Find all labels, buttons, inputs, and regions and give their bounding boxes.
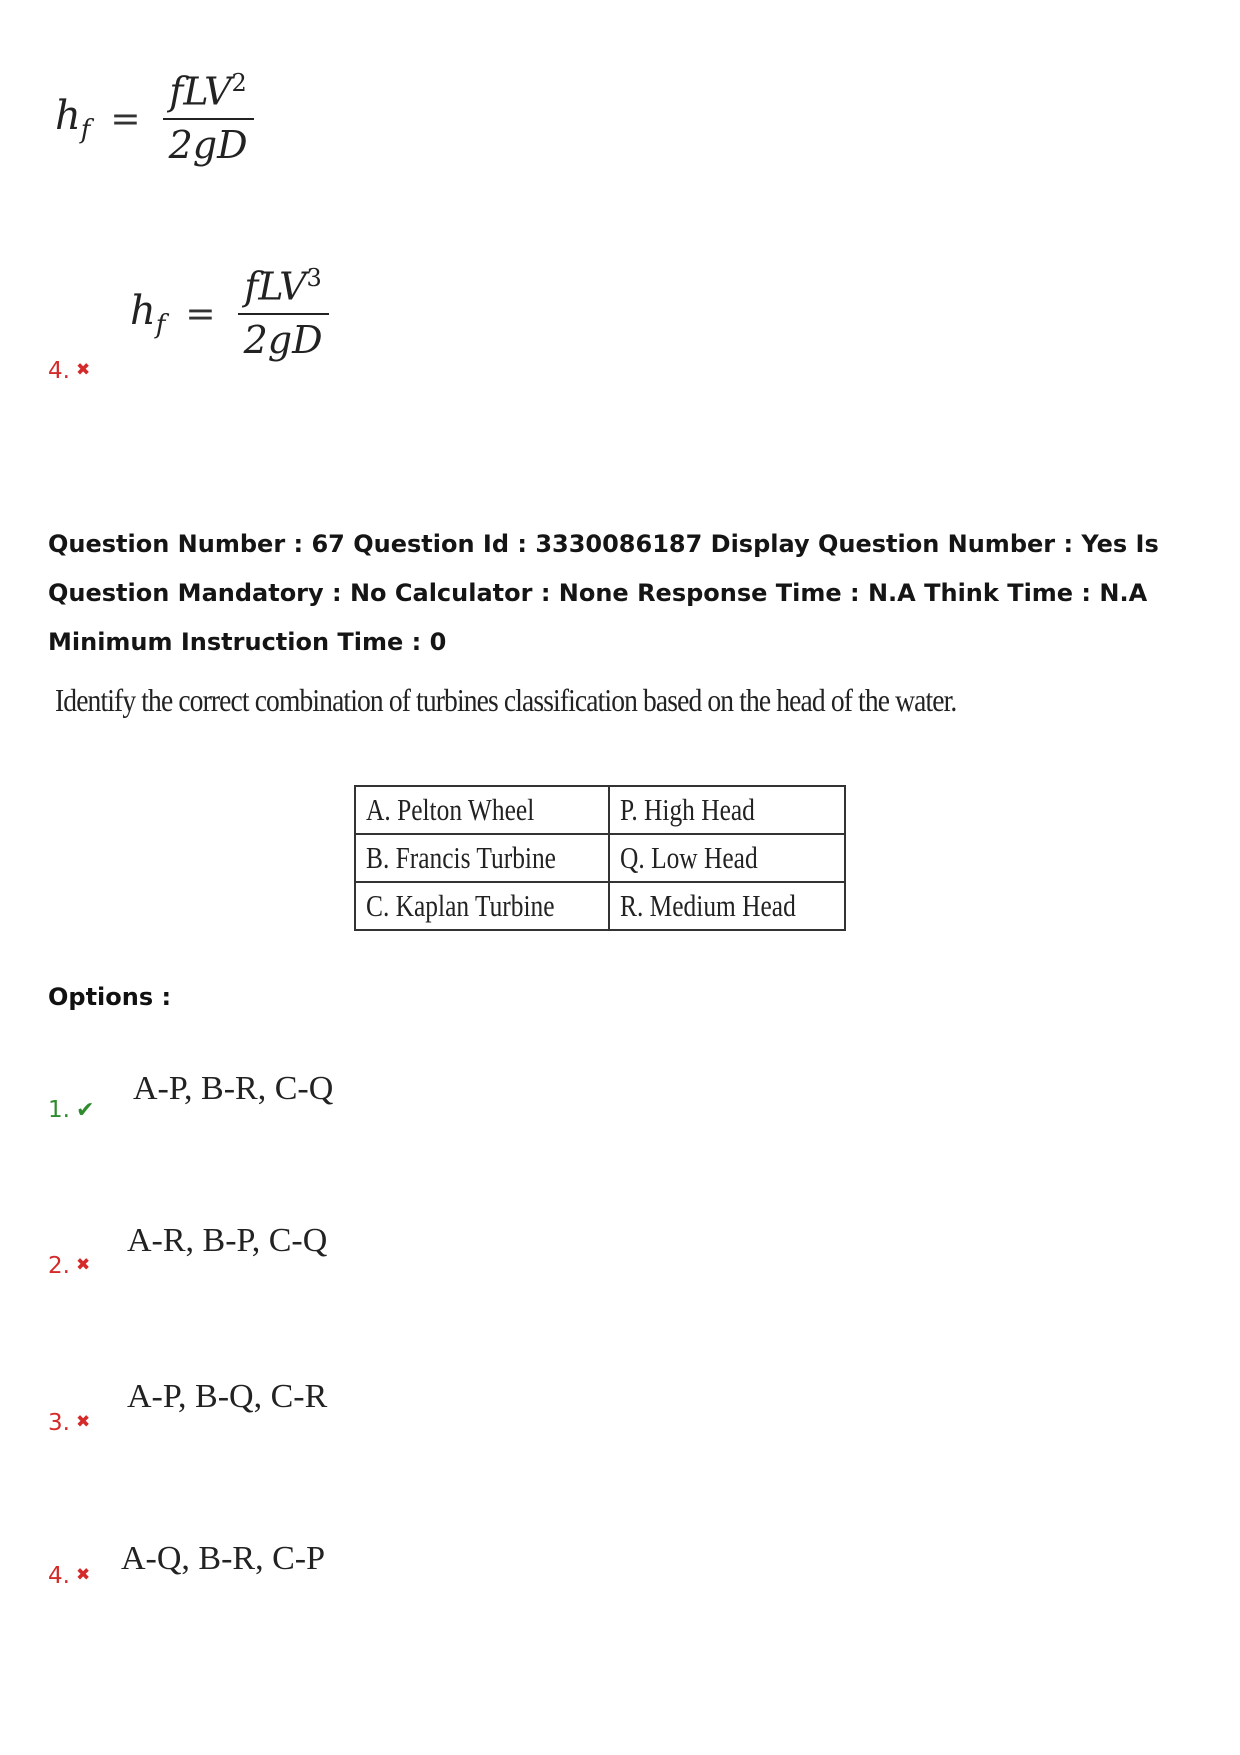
table-row bbox=[355, 786, 845, 834]
option-number: 4. bbox=[48, 1563, 70, 1589]
table-row bbox=[355, 882, 845, 930]
formula-denominator: 2gD bbox=[243, 318, 323, 363]
cross-icon: ✖ bbox=[75, 1565, 91, 1585]
cross-icon: ✖ bbox=[75, 360, 91, 380]
option-4-marker bbox=[48, 1563, 90, 1589]
cross-icon: ✖ bbox=[75, 1412, 91, 1432]
formula-equals: = bbox=[110, 98, 141, 140]
options-label: Options : bbox=[48, 983, 172, 1011]
formula-numerator: fLV$^3$ bbox=[244, 264, 322, 309]
table-cell: P. High Head bbox=[609, 786, 845, 834]
option-1-marker bbox=[48, 1097, 94, 1123]
formula-lhs: $h_f$ bbox=[55, 93, 91, 146]
option-3-text: A-P, B-Q, C-R bbox=[127, 1378, 328, 1415]
option-number: 1. bbox=[48, 1097, 70, 1123]
formula-fraction bbox=[238, 265, 329, 363]
fraction-bar bbox=[238, 313, 329, 315]
option-number: 4. bbox=[48, 358, 70, 384]
table-cell: C. Kaplan Turbine bbox=[355, 882, 609, 930]
formula-lhs: $h_f$ bbox=[130, 288, 166, 341]
formula-denominator: 2gD bbox=[168, 123, 248, 168]
table-cell: R. Medium Head bbox=[609, 882, 845, 930]
option-1-text: A-P, B-R, C-Q bbox=[133, 1070, 334, 1107]
formula-fraction bbox=[163, 70, 254, 168]
formula-equals: = bbox=[185, 293, 216, 335]
option-2-text: A-R, B-P, C-Q bbox=[127, 1222, 328, 1259]
option-3-marker bbox=[48, 1410, 90, 1436]
option-2-marker bbox=[48, 1253, 90, 1279]
table-row bbox=[355, 834, 845, 882]
option-number: 2. bbox=[48, 1253, 70, 1279]
option-number: 3. bbox=[48, 1410, 70, 1436]
question-stem: Identify the correct combination of turbines classification based on the head of the water. bbox=[55, 682, 957, 718]
formula-numerator: fLV$^2$ bbox=[169, 69, 247, 114]
prev-option-4-marker bbox=[48, 358, 90, 384]
table-cell: A. Pelton Wheel bbox=[355, 786, 609, 834]
check-icon: ✔ bbox=[75, 1098, 95, 1123]
match-table bbox=[354, 785, 846, 931]
formula-option-4 bbox=[130, 265, 329, 363]
question-meta: Question Number : 67 Question Id : 3330086187 Display Question Number : Yes Is Question Mandatory : No Calculator : None Response Time : N.A Think Time : N.A Minimum Instruction Time : 0 bbox=[48, 530, 1159, 656]
option-4-text: A-Q, B-R, C-P bbox=[121, 1540, 326, 1577]
formula-option-3 bbox=[55, 70, 254, 168]
fraction-bar bbox=[163, 118, 254, 120]
table-cell: Q. Low Head bbox=[609, 834, 845, 882]
cross-icon: ✖ bbox=[75, 1255, 91, 1275]
table-cell: B. Francis Turbine bbox=[355, 834, 609, 882]
